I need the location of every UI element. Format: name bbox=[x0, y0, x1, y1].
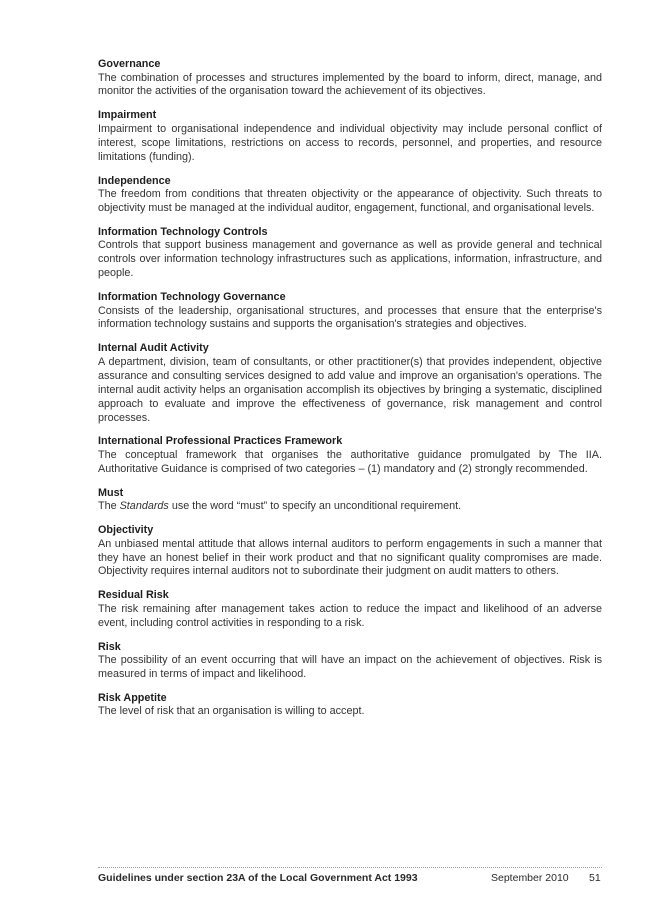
glossary-entry-it-controls bbox=[98, 226, 602, 281]
glossary-entry-independence bbox=[98, 175, 602, 216]
glossary-definition: Controls that support business management and governance as well as provide general and technical controls over information technology infrastructures such as applications, information, infrastructure, and people. bbox=[98, 239, 602, 280]
glossary-term: Impairment bbox=[98, 109, 157, 122]
glossary-entry-risk-appetite bbox=[98, 692, 602, 719]
glossary-term: Must bbox=[98, 486, 124, 499]
glossary-definition: The conceptual framework that organises the authoritative guidance promulgated by The IIA. Authoritative Guidance is comprised of two categories – (1) mandatory and (2) strongly recommended. bbox=[98, 448, 602, 475]
glossary-entry-risk bbox=[98, 641, 602, 682]
footer-title: Guidelines under section 23A of the Local Government Act 1993 bbox=[98, 872, 418, 884]
page-footer bbox=[98, 867, 602, 884]
glossary-definition: Consists of the leadership, organisational structures, and processes that ensure that the enterprise's information technology sustains and supports the organisation's strategies and objectives. bbox=[98, 304, 602, 331]
glossary-entry-residual-risk bbox=[98, 589, 602, 630]
definition-prefix: The bbox=[98, 500, 120, 513]
glossary-definition: The combination of processes and structures implemented by the board to inform, direct, manage, and monitor the activities of the organisation toward the achievement of its objectives. bbox=[98, 71, 602, 98]
glossary-entry-objectivity bbox=[98, 524, 602, 579]
glossary-definition: The risk remaining after management takes action to reduce the impact and likelihood of an adverse event, including control activities in responding to a risk. bbox=[98, 602, 602, 629]
footer-date: September 2010 bbox=[491, 872, 569, 884]
glossary-definition bbox=[98, 500, 602, 514]
glossary-entry-governance bbox=[98, 58, 602, 99]
glossary-entry-ippf bbox=[98, 435, 602, 476]
glossary-definition: An unbiased mental attitude that allows internal auditors to perform engagements in such a manner that they have an honest belief in their work product and that no significant quality compromises are made. Objectivity requires internal auditors not to subordinate their judgment on audit matters to others. bbox=[98, 537, 602, 578]
glossary-term: Residual Risk bbox=[98, 589, 169, 602]
glossary-definition: The possibility of an event occurring that will have an impact on the achievement of objectives. Risk is measured in terms of impact and likelihood. bbox=[98, 654, 602, 681]
glossary-term: Internal Audit Activity bbox=[98, 342, 209, 355]
glossary-term: Governance bbox=[98, 58, 161, 70]
glossary-definition: A department, division, team of consultants, or other practitioner(s) that provides independent, objective assurance and consulting services designed to add value and improve an organisation's operations. The internal audit activity helps an organisation accomplish its objectives by bringing a systematic, disciplined approach to evaluate and improve the effectiveness of governance, risk management and control processes. bbox=[98, 355, 602, 424]
page-number: 51 bbox=[589, 872, 601, 884]
glossary-content bbox=[98, 58, 602, 729]
glossary-definition: Impairment to organisational independence and individual objectivity may include personal conflict of interest, scope limitations, restrictions on access to records, personnel, and properties, and resource limitations (funding). bbox=[98, 122, 602, 163]
glossary-definition: The freedom from conditions that threaten objectivity or the appearance of objectivity. Such threats to objectivity must be managed at the individual auditor, engagement, functional, and organisational levels. bbox=[98, 188, 602, 214]
glossary-term: Information Technology Controls bbox=[98, 225, 268, 238]
glossary-term: Objectivity bbox=[98, 524, 154, 537]
definition-suffix: use the word “must” to specify an unconditional requirement. bbox=[168, 500, 462, 513]
glossary-term: Risk bbox=[98, 640, 121, 653]
definition-emphasis: Standards bbox=[119, 500, 169, 513]
glossary-entry-impairment bbox=[98, 109, 602, 164]
glossary-term: Independence bbox=[98, 174, 171, 187]
glossary-definition: The level of risk that an organisation is willing to accept. bbox=[98, 705, 365, 718]
glossary-term: Information Technology Governance bbox=[98, 291, 286, 304]
glossary-entry-must bbox=[98, 487, 602, 514]
glossary-entry-internal-audit-activity bbox=[98, 342, 602, 425]
glossary-entry-it-governance bbox=[98, 291, 602, 332]
glossary-term: Risk Appetite bbox=[98, 691, 167, 704]
glossary-term: International Professional Practices Framework bbox=[98, 435, 343, 448]
